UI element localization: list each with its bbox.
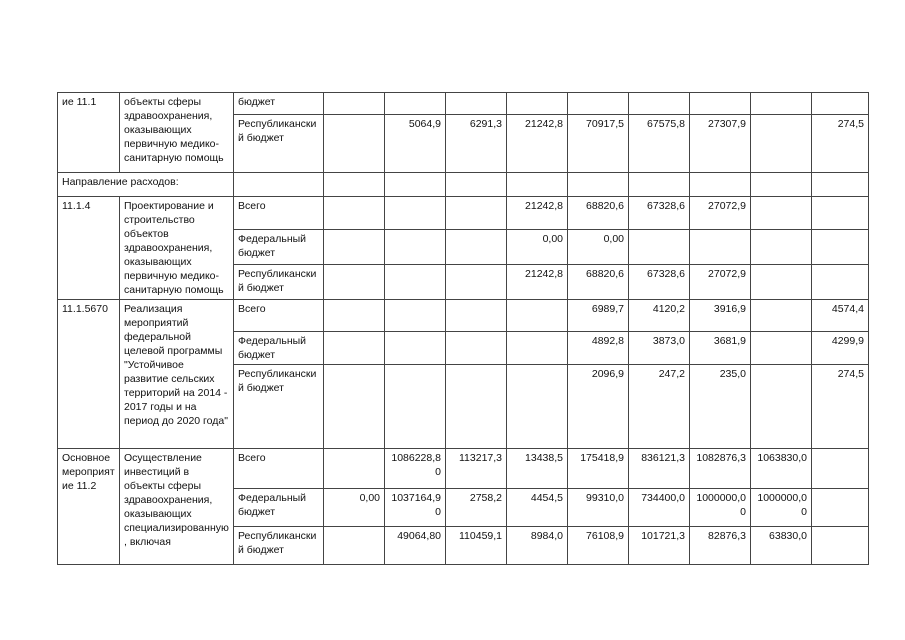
- value-cell: 1000000,00: [690, 489, 751, 527]
- value-cell: [690, 230, 751, 264]
- value-cell: 1063830,0: [751, 449, 812, 489]
- funding-source: бюджет: [234, 93, 324, 115]
- value-cell: [324, 197, 385, 230]
- funding-source: Всего: [234, 300, 324, 332]
- item-description: Осуществление инвестиций в объекты сферы здравоохранения, оказывающих специализированную, включая: [120, 449, 234, 565]
- value-cell: [751, 264, 812, 299]
- item-code: Основное мероприятие 11.2: [58, 449, 120, 565]
- empty-cell: [234, 173, 324, 197]
- value-cell: 68820,6: [568, 197, 629, 230]
- value-cell: [690, 93, 751, 115]
- value-cell: [446, 264, 507, 299]
- value-cell: 2758,2: [446, 489, 507, 527]
- funding-source: Республиканский бюджет: [234, 365, 324, 449]
- value-cell: 4299,9: [812, 332, 869, 365]
- empty-cell: [812, 173, 869, 197]
- value-cell: 3681,9: [690, 332, 751, 365]
- value-cell: 5064,9: [385, 115, 446, 173]
- value-cell: [812, 449, 869, 489]
- value-cell: 4892,8: [568, 332, 629, 365]
- value-cell: [751, 300, 812, 332]
- value-cell: 4454,5: [507, 489, 568, 527]
- value-cell: 21242,8: [507, 197, 568, 230]
- value-cell: 2096,9: [568, 365, 629, 449]
- value-cell: 1082876,3: [690, 449, 751, 489]
- value-cell: 0,00: [568, 230, 629, 264]
- value-cell: 6291,3: [446, 115, 507, 173]
- value-cell: [507, 332, 568, 365]
- value-cell: 247,2: [629, 365, 690, 449]
- funding-source: Федеральный бюджет: [234, 332, 324, 365]
- value-cell: [324, 115, 385, 173]
- value-cell: 67328,6: [629, 264, 690, 299]
- value-cell: [812, 93, 869, 115]
- value-cell: 734400,0: [629, 489, 690, 527]
- value-cell: 175418,9: [568, 449, 629, 489]
- value-cell: [446, 197, 507, 230]
- value-cell: 63830,0: [751, 527, 812, 565]
- value-cell: [751, 93, 812, 115]
- value-cell: [324, 93, 385, 115]
- value-cell: [324, 449, 385, 489]
- value-cell: [751, 197, 812, 230]
- table-body: [58, 93, 869, 565]
- empty-cell: [751, 173, 812, 197]
- value-cell: [385, 365, 446, 449]
- value-cell: 13438,5: [507, 449, 568, 489]
- empty-cell: [507, 173, 568, 197]
- value-cell: [324, 365, 385, 449]
- value-cell: 1086228,80: [385, 449, 446, 489]
- value-cell: 67328,6: [629, 197, 690, 230]
- value-cell: 113217,3: [446, 449, 507, 489]
- funding-source: Республиканский бюджет: [234, 527, 324, 565]
- table-row: [58, 449, 869, 489]
- value-cell: 99310,0: [568, 489, 629, 527]
- value-cell: 4574,4: [812, 300, 869, 332]
- value-cell: [812, 489, 869, 527]
- value-cell: [751, 365, 812, 449]
- value-cell: [324, 527, 385, 565]
- value-cell: [385, 264, 446, 299]
- value-cell: 101721,3: [629, 527, 690, 565]
- empty-cell: [568, 173, 629, 197]
- item-description: Реализация мероприятий федеральной целевой программы "Устойчивое развитие сельских территорий на 2014 - 2017 годы и на период до 2020 года": [120, 300, 234, 449]
- funding-source: Республиканский бюджет: [234, 115, 324, 173]
- table-row: [58, 93, 869, 115]
- value-cell: 0,00: [324, 489, 385, 527]
- value-cell: 76108,9: [568, 527, 629, 565]
- value-cell: [385, 197, 446, 230]
- value-cell: 4120,2: [629, 300, 690, 332]
- value-cell: 21242,8: [507, 264, 568, 299]
- funding-source: Республиканский бюджет: [234, 264, 324, 299]
- value-cell: [446, 332, 507, 365]
- value-cell: 21242,8: [507, 115, 568, 173]
- value-cell: 0,00: [507, 230, 568, 264]
- value-cell: 68820,6: [568, 264, 629, 299]
- funding-source: Всего: [234, 449, 324, 489]
- table-row: [58, 173, 869, 197]
- value-cell: [629, 93, 690, 115]
- value-cell: [751, 332, 812, 365]
- value-cell: 82876,3: [690, 527, 751, 565]
- value-cell: [507, 365, 568, 449]
- section-heading: Направление расходов:: [58, 173, 234, 197]
- value-cell: [446, 300, 507, 332]
- value-cell: [507, 300, 568, 332]
- value-cell: 836121,3: [629, 449, 690, 489]
- value-cell: 3873,0: [629, 332, 690, 365]
- value-cell: 274,5: [812, 115, 869, 173]
- value-cell: [629, 230, 690, 264]
- table-row: [58, 197, 869, 230]
- value-cell: [385, 93, 446, 115]
- empty-cell: [324, 173, 385, 197]
- value-cell: 274,5: [812, 365, 869, 449]
- item-description: Проектирование и строительство объектов здравоохранения, оказывающих первичную медико-санитарную помощь: [120, 197, 234, 300]
- value-cell: [446, 365, 507, 449]
- item-code: 11.1.5670: [58, 300, 120, 449]
- value-cell: [568, 93, 629, 115]
- item-description: объекты сферы здравоохранения, оказывающих первичную медико-санитарную помощь: [120, 93, 234, 173]
- funding-source: Федеральный бюджет: [234, 489, 324, 527]
- value-cell: 27072,9: [690, 264, 751, 299]
- value-cell: 1037164,90: [385, 489, 446, 527]
- value-cell: 70917,5: [568, 115, 629, 173]
- value-cell: [446, 93, 507, 115]
- value-cell: [812, 197, 869, 230]
- value-cell: [385, 230, 446, 264]
- empty-cell: [385, 173, 446, 197]
- empty-cell: [446, 173, 507, 197]
- value-cell: [507, 93, 568, 115]
- value-cell: 49064,80: [385, 527, 446, 565]
- value-cell: 27307,9: [690, 115, 751, 173]
- value-cell: 67575,8: [629, 115, 690, 173]
- value-cell: [812, 527, 869, 565]
- item-code: ие 11.1: [58, 93, 120, 173]
- value-cell: 235,0: [690, 365, 751, 449]
- item-code: 11.1.4: [58, 197, 120, 300]
- value-cell: [751, 115, 812, 173]
- value-cell: 27072,9: [690, 197, 751, 230]
- table-row: [58, 300, 869, 332]
- empty-cell: [690, 173, 751, 197]
- funding-source: Федеральный бюджет: [234, 230, 324, 264]
- value-cell: [812, 264, 869, 299]
- funding-source: Всего: [234, 197, 324, 230]
- budget-table: [57, 92, 869, 565]
- value-cell: [385, 300, 446, 332]
- empty-cell: [629, 173, 690, 197]
- value-cell: 1000000,00: [751, 489, 812, 527]
- value-cell: [324, 300, 385, 332]
- value-cell: 6989,7: [568, 300, 629, 332]
- value-cell: [324, 230, 385, 264]
- value-cell: 8984,0: [507, 527, 568, 565]
- value-cell: [324, 264, 385, 299]
- value-cell: [751, 230, 812, 264]
- value-cell: [324, 332, 385, 365]
- value-cell: [446, 230, 507, 264]
- value-cell: [385, 332, 446, 365]
- value-cell: [812, 230, 869, 264]
- value-cell: 110459,1: [446, 527, 507, 565]
- value-cell: 3916,9: [690, 300, 751, 332]
